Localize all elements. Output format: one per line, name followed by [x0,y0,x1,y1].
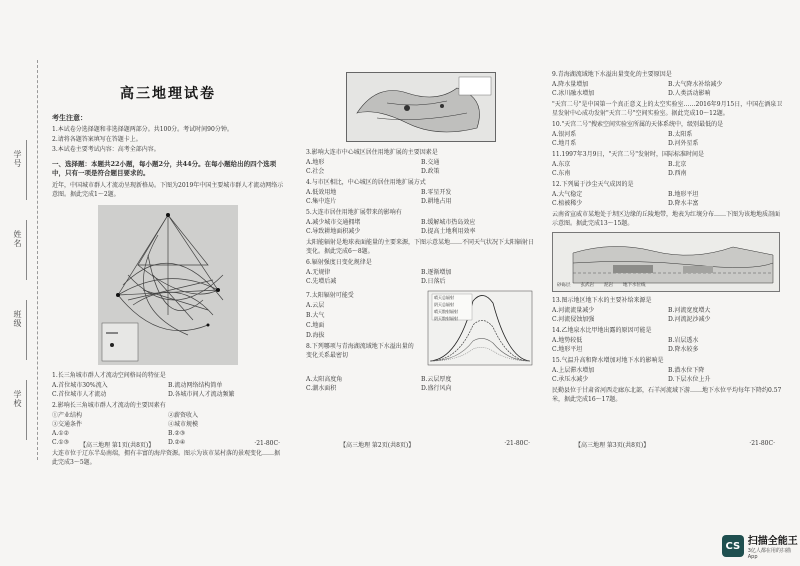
question-options [306,301,418,340]
option: C.东南 [552,170,571,177]
question-text: 9.青海湖流域地下水溢出量变化的主要原因是 [552,71,672,78]
footer-code: ·21-80C· [504,440,530,447]
option: C.导致耕地面积减少 [306,228,361,235]
option: C.潮水面积 [306,385,337,392]
camscanner-name: 扫描全能王 [747,536,798,547]
option: A.降水量增加 [552,81,589,88]
option: B.逐渐增加 [421,269,452,276]
option: A.上层滞水增加 [552,367,595,374]
option: B.大气降水补给减少 [668,81,723,88]
question-text: 2.影响长三角城市群人才流动的主要因素有 [52,402,166,409]
option: D.各城市间人才流动频繁 [168,391,235,398]
question-text: 14.乙地泉水比甲地出露的原因可能是 [552,327,652,334]
option: C.地形平坦 [552,346,583,353]
binding-rule [26,300,27,360]
question-text: 1.长三角城市群人才流动空间格局的特征是 [52,372,166,379]
footer-page-label: 【高三地理 第3页(共8页)】 [575,442,650,449]
binding-field-name: 姓名 [13,230,22,248]
option: A.首位城市30%流入 [52,382,108,389]
question-text: 7.太阳辐射可能受 [306,292,354,299]
option: D.提高土地利用效率 [421,228,476,235]
legend-entry: 晴天散射辐射 [434,309,458,314]
city-map [347,73,495,141]
option: B.云层厚度 [421,376,452,383]
question-text: 5.大连市居住用地扩展带来的影响有 [306,209,402,216]
page-footer-3 [575,440,775,449]
option: D.日落后 [421,278,446,285]
question-intro: 大连市位于辽东半岛南端，拥有丰富的海岸资源。图示为该市某村落的景观变化……据此完成3～5题。 [52,450,281,466]
option: B.地形平坦 [668,191,699,198]
option: C.集中连片 [306,198,337,205]
option: C.植被稀少 [552,200,583,207]
option: A.减少城市交通拥堵 [306,219,361,226]
option: D.河外星系 [668,140,699,147]
question-options [552,336,784,354]
question-options [306,188,536,206]
question-intro: 民勤县位于甘肃省河西走廊东北部，石羊河流域下游……地下水位平均每年下降约0.57米，据此完成16～17题。 [552,387,782,403]
binding-field-school: 学校 [13,390,22,408]
option: C.社会 [306,168,325,175]
option: C.承压水减少 [552,376,589,383]
dalian-map-figure [346,72,496,142]
footer-code: ·21-80C· [749,440,775,447]
option: D.人类活动影响 [668,90,711,97]
option: B.流动网络结构简单 [168,382,223,389]
question-intro: 太阳能辐射是地球表面能量的主要来源，下图示意某地……不同天气状况下太阳辐射日变化。据此完成6～8题。 [306,239,535,255]
camscanner-tagline: 3亿人都在用的扫描App [747,548,791,560]
question-text: 10."天宫二号"搜索空间实验室所属的天体系统中，级别最低的是 [552,121,724,128]
option: B.潜水位下降 [668,367,705,374]
option: C.地面 [306,322,325,329]
option: C.河流侵蚀加强 [552,316,595,323]
question-options [306,158,536,176]
binding-rule [26,380,27,440]
option: B.缓解城市热岛效应 [421,219,476,226]
option: C.先增后减 [306,278,337,285]
section-heading: 一、选择题：本题共22小题，每小题2分，共44分。在每小题给出的四个选项中，只有一项是符合题目要求的。 [52,160,277,177]
option: A.①② [52,430,69,437]
legend-entry: 阴天散射辐射 [434,316,458,321]
option: D.海拔 [306,332,325,339]
radiation-graph-figure [418,289,534,375]
footer-code: ·21-80C· [254,440,280,447]
option: B.河流宽度增大 [668,307,711,314]
option: C.冰川融水增加 [552,90,595,97]
option: D.盛行风向 [421,385,452,392]
option: D.下层水位上升 [668,376,711,383]
legend-entry: 阴天总辐射 [434,302,454,307]
network-graph [98,205,238,365]
option: B.②③ [168,430,186,437]
legend-entry: 砂砾层 [557,283,571,288]
option: A.无规律 [306,269,331,276]
option: D.政策 [421,168,440,175]
option: D.河流泥沙减少 [668,316,711,323]
page-footer-1 [80,440,280,449]
geologic-profile-figure [552,232,780,292]
legend-entry: 玄武岩 [580,283,594,288]
question-text: 12.下列属于沙尘天气成因的是 [552,181,634,188]
option: D.②④ [168,439,186,446]
question-options [306,268,536,286]
binding-field-class: 班级 [13,310,22,328]
question-options [52,411,284,429]
option: A.太阳高度角 [306,376,343,383]
option: A.大气稳定 [552,191,583,198]
option: B.大气 [306,312,325,319]
notice-item: 2.请将各题答案填写在答题卡上。 [52,136,142,143]
question-options [552,190,784,208]
notice-item: 1.本试卷分选择题和非选择题两部分。共100分。考试时间90分钟。 [52,126,233,133]
option: B.太阳系 [668,131,693,138]
binding-field-student-id: 学号 [13,150,22,168]
camscanner-watermark [722,532,800,560]
option: D.西南 [668,170,687,177]
option: C.①③ [52,439,70,446]
question-options [552,130,784,148]
footer-page-label: 【高三地理 第2页(共8页)】 [340,442,415,449]
option: C.地月系 [552,140,577,147]
option: B.岩层透水 [668,337,699,344]
option: B.零星开发 [421,189,452,196]
binding-margin [4,60,38,460]
binding-rule [26,220,27,280]
legend-entry: 泥岩 [604,283,613,288]
option: A.银河系 [552,131,577,138]
question-options [306,375,536,393]
option: D.降水较多 [668,346,699,353]
option: ④城市规模 [168,421,199,428]
question-options [552,160,784,178]
talent-flow-network-figure [98,205,238,365]
question-options [552,306,784,324]
question-text: 3.影响大连市中心城区居住用地扩展的主要因素是 [306,149,438,156]
exam-title: 高三地理试卷 [120,86,216,102]
option: D.降水丰富 [668,200,699,207]
page-column-2 [306,68,536,393]
page-column-1 [52,68,284,468]
option: A.地形 [306,159,325,166]
legend-entry: 晴天总辐射 [434,295,454,300]
option: ③交通条件 [52,421,83,428]
question-intro: 近年，中国城市群人才流动呈现新格局。下图为2019年中国主要城市群人才流动网络示意图。据此完成1～2题。 [52,182,284,198]
notice-heading: 考生注意： [52,113,87,122]
option: A.地势较低 [552,337,583,344]
legend-entry: 地下水位线 [623,283,646,288]
binding-rule [26,140,27,200]
option: D.耕地占用 [421,198,452,205]
question-options [552,80,784,98]
option: A.云层 [306,302,325,309]
question-text: 4.与市区相比，中心城区的居住用地扩展方式 [306,179,426,186]
question-text: 15.气温升高和降水增加对地下水的影响是 [552,357,664,364]
question-options [306,218,536,236]
camscanner-logo-icon: CS [722,535,744,557]
option: ②薪资收入 [168,412,199,419]
option: B.北京 [668,161,687,168]
option: B.交通 [421,159,440,166]
option: ①产业结构 [52,412,83,419]
question-text: 6.辐射强度日变化规律是 [306,259,372,266]
question-options [552,366,784,384]
option: A.河流流量减少 [552,307,595,314]
question-options [52,381,284,399]
question-intro: "天宫二号"是中国第一个真正意义上的太空实验室……2016年9月15日，中国在酒泉卫星发射中心成功发射"天宫二号"空间实验室。据此完成10～12题。 [552,101,783,117]
question-text: 8.下列哪项与青海湖流域地下水溢出量的变化关系最密切 [306,343,414,359]
option: A.东京 [552,161,571,168]
question-intro: 云南省宣威市某地处于坝区边缘的丘陵地带，地表为红壤分布……下图为该地地质剖面示意图。据此完成13～15题。 [552,211,781,227]
notice-item: 3.本试卷主要考试内容：高考全部内容。 [52,146,160,153]
question-text: 13.图示地区地下水的主要补给来源是 [552,297,652,304]
option: C.首位城市人才流动 [52,391,107,398]
page-column-3 [552,68,784,405]
question-text: 11.1997年3月9日，"天宫二号"发射时，国际标准时间是 [552,151,704,158]
page-footer-2 [340,440,530,449]
option: A.低效用地 [306,189,337,196]
footer-page-label: 【高三地理 第1页(共8页)】 [80,442,155,449]
